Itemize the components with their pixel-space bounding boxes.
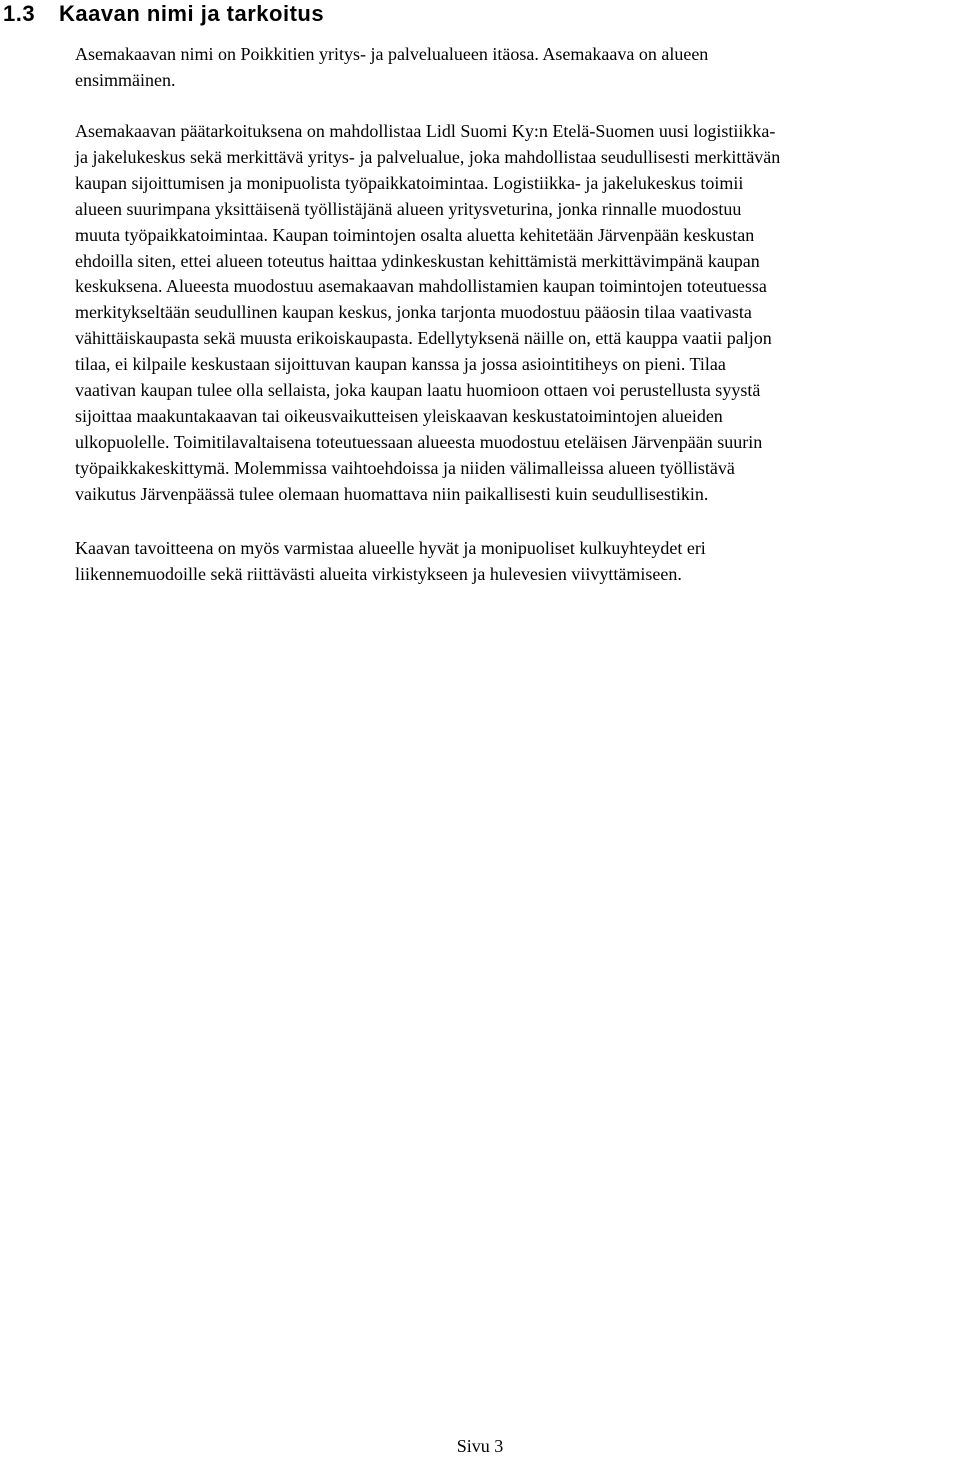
paragraph-plan-name: Asemakaavan nimi on Poikkitien yritys- ja palvelualueen itäosa. Asemakaava on alueen ensimmäinen. xyxy=(75,44,709,90)
paragraph-plan-purpose: Asemakaavan päätarkoituksena on mahdollistaa Lidl Suomi Ky:n Etelä-Suomen uusi logistiikka- ja jakelukeskus sekä merkittävä yritys- ja palvelualue, joka mahdollistaa seudullisesti merkittävän kaupan sijoittumisen ja monipuolista työpaikkatoimintaa. Logistiikka- ja jakelukeskus toimii alueen suurimpana yksittäisenä työllistäjänä alueen yritysveturina, jonka rinnalle muodostuu muuta työpaikkatoimintaa. Kaupan toimintojen osalta aluetta kehitetään Järvenpään keskustan ehdoilla siten, ettei alueen toteutus haittaa ydinkeskustan kehittämistä merkittävimpänä kaupan keskuksena. Alueesta muodostuu asemakaavan mahdollistamien kaupan toimintojen toteutuessa merkitykseltään seudullinen kaupan keskus, jonka tarjonta muodostuu pääosin tilaa vaativasta vähittäiskaupasta sekä muusta erikoiskaupasta. Edellytyksenä näille on, että kauppa vaatii paljon tilaa, ei kilpaile keskustaan sijoittuvan kaupan kanssa ja jossa asiointitiheys on pieni. Tilaa vaativan kaupan tulee olla sellaista, joka kaupan laatu huomioon ottaen voi perustellusta syystä sijoittaa maakuntakaavan tai oikeusvaikutteisen yleiskaavan keskustatoimintojen alueiden ulkopuolelle. Toimitilavaltaisena toteutuessaan alueesta muodostuu eteläisen Järvenpään suurin työpaikkakeskittymä. Molemmissa vaihtoehdoissa ja niiden välimalleissa alueen työllistävä vaikutus Järvenpäässä tulee olemaan huomattava niin paikallisesti kuin seudullisestikin. xyxy=(75,121,781,504)
section-number: 1.3 xyxy=(3,1,36,26)
section-title: Kaavan nimi ja tarkoitus xyxy=(59,1,325,26)
section-heading xyxy=(3,0,324,28)
page-number: Sivu 3 xyxy=(456,1436,504,1456)
paragraph-plan-goals: Kaavan tavoitteena on myös varmistaa alueelle hyvät ja monipuoliset kulkuyhteydet eri liikennemuodoille sekä riittävästi alueita virkistykseen ja hulevesien viivyttämiseen. xyxy=(75,538,706,584)
